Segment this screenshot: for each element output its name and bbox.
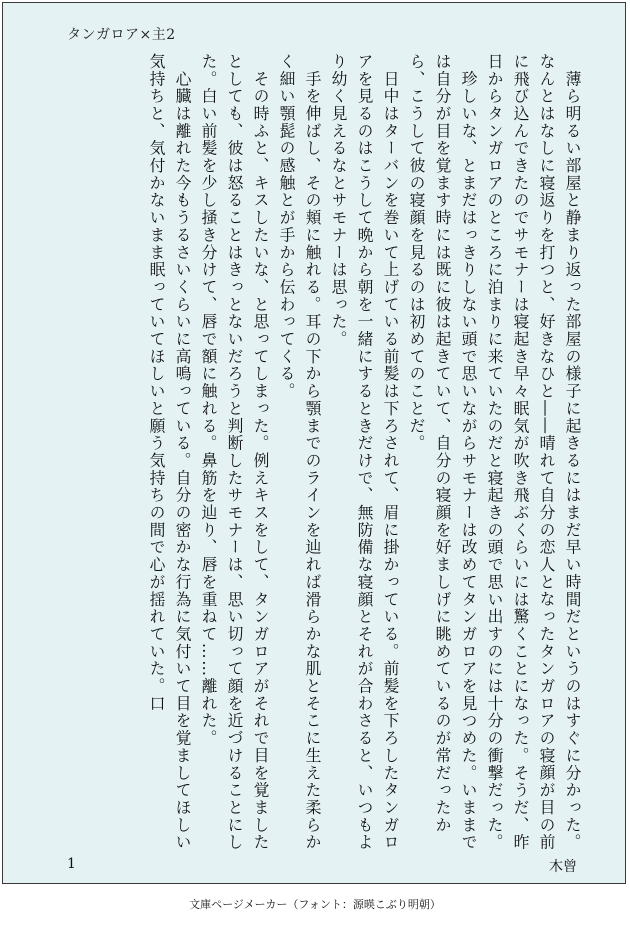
- page-number: 1: [67, 856, 76, 872]
- paragraph: 心臓は離れた今もうるさいくらいに高鳴っている。自分の密かな行為に気付いて目を覚ましてほしい気持ちと、気付かないまま眠っていてほしいと願う気持ちの間で心が揺れていた。口: [147, 53, 192, 852]
- author-name: 木曾: [549, 859, 577, 875]
- book-page: [2, 2, 626, 884]
- footer-credit: 文庫ページメーカー（フォント：源暎こぶり明朝）: [189, 898, 441, 911]
- paragraph: 珍しいな、とまだはっきりしない頭で思いながらサモナーは改めてタンガロアを見つめた。いままでは自分が目を覚ます時には既に彼は起きていて、自分の寝顔を好ましげに眺めているのが常だったから、こうして彼の寝顔を見るのは初めてのことだ。: [407, 53, 478, 852]
- paragraph: その時ふと、キスしたいな、と思ってしまった。例えキスをして、タンガロアがそれで目を覚ましたとしても、彼は怒ることはきっとないだろうと判断したサモナーは、思い切って顔を近づけることにした。白い前髪を少し掻き分けて、唇で額に触れる。鼻筋を辿り、唇を重ねて……離れた。: [199, 53, 270, 852]
- paragraph: 日中はターバンを巻いて上げている前髪は下ろされて、眉に掛かっている。前髪を下ろしたタンガロアを見るのはこうして晩から朝を一緒にするときだけで、無防備な寝顔とそれが合わさると、いつもより幼く見えるなとサモナーは思った。: [329, 53, 400, 852]
- paragraph: 手を伸ばし、その頬に触れる。耳の下から顎までのラインを辿れば滑らかな肌とそこに生えた柔らかく細い顎髭の感触とが手から伝わってくる。: [277, 53, 322, 852]
- paragraph: 薄ら明るい部屋と静まり返った部屋の様子に起きるにはまだ早い時間だというのはすぐに分かった。なんとはなしに寝返りを打つと、好きなひと――晴れて自分の恋人となったタンガロアの寝顔が目の前に飛び込んできたのでサモナーは寝起き早々眠気が吹き飛ぶくらいには驚くことになった。そうだ、昨日からタンガロアのところに泊まりに来ていたのだと寝起きの頭で思い出すのには十分の衝撃だった。: [485, 53, 582, 852]
- vertical-body-text: [59, 53, 585, 853]
- page-title: タンガロア×主2: [67, 27, 176, 43]
